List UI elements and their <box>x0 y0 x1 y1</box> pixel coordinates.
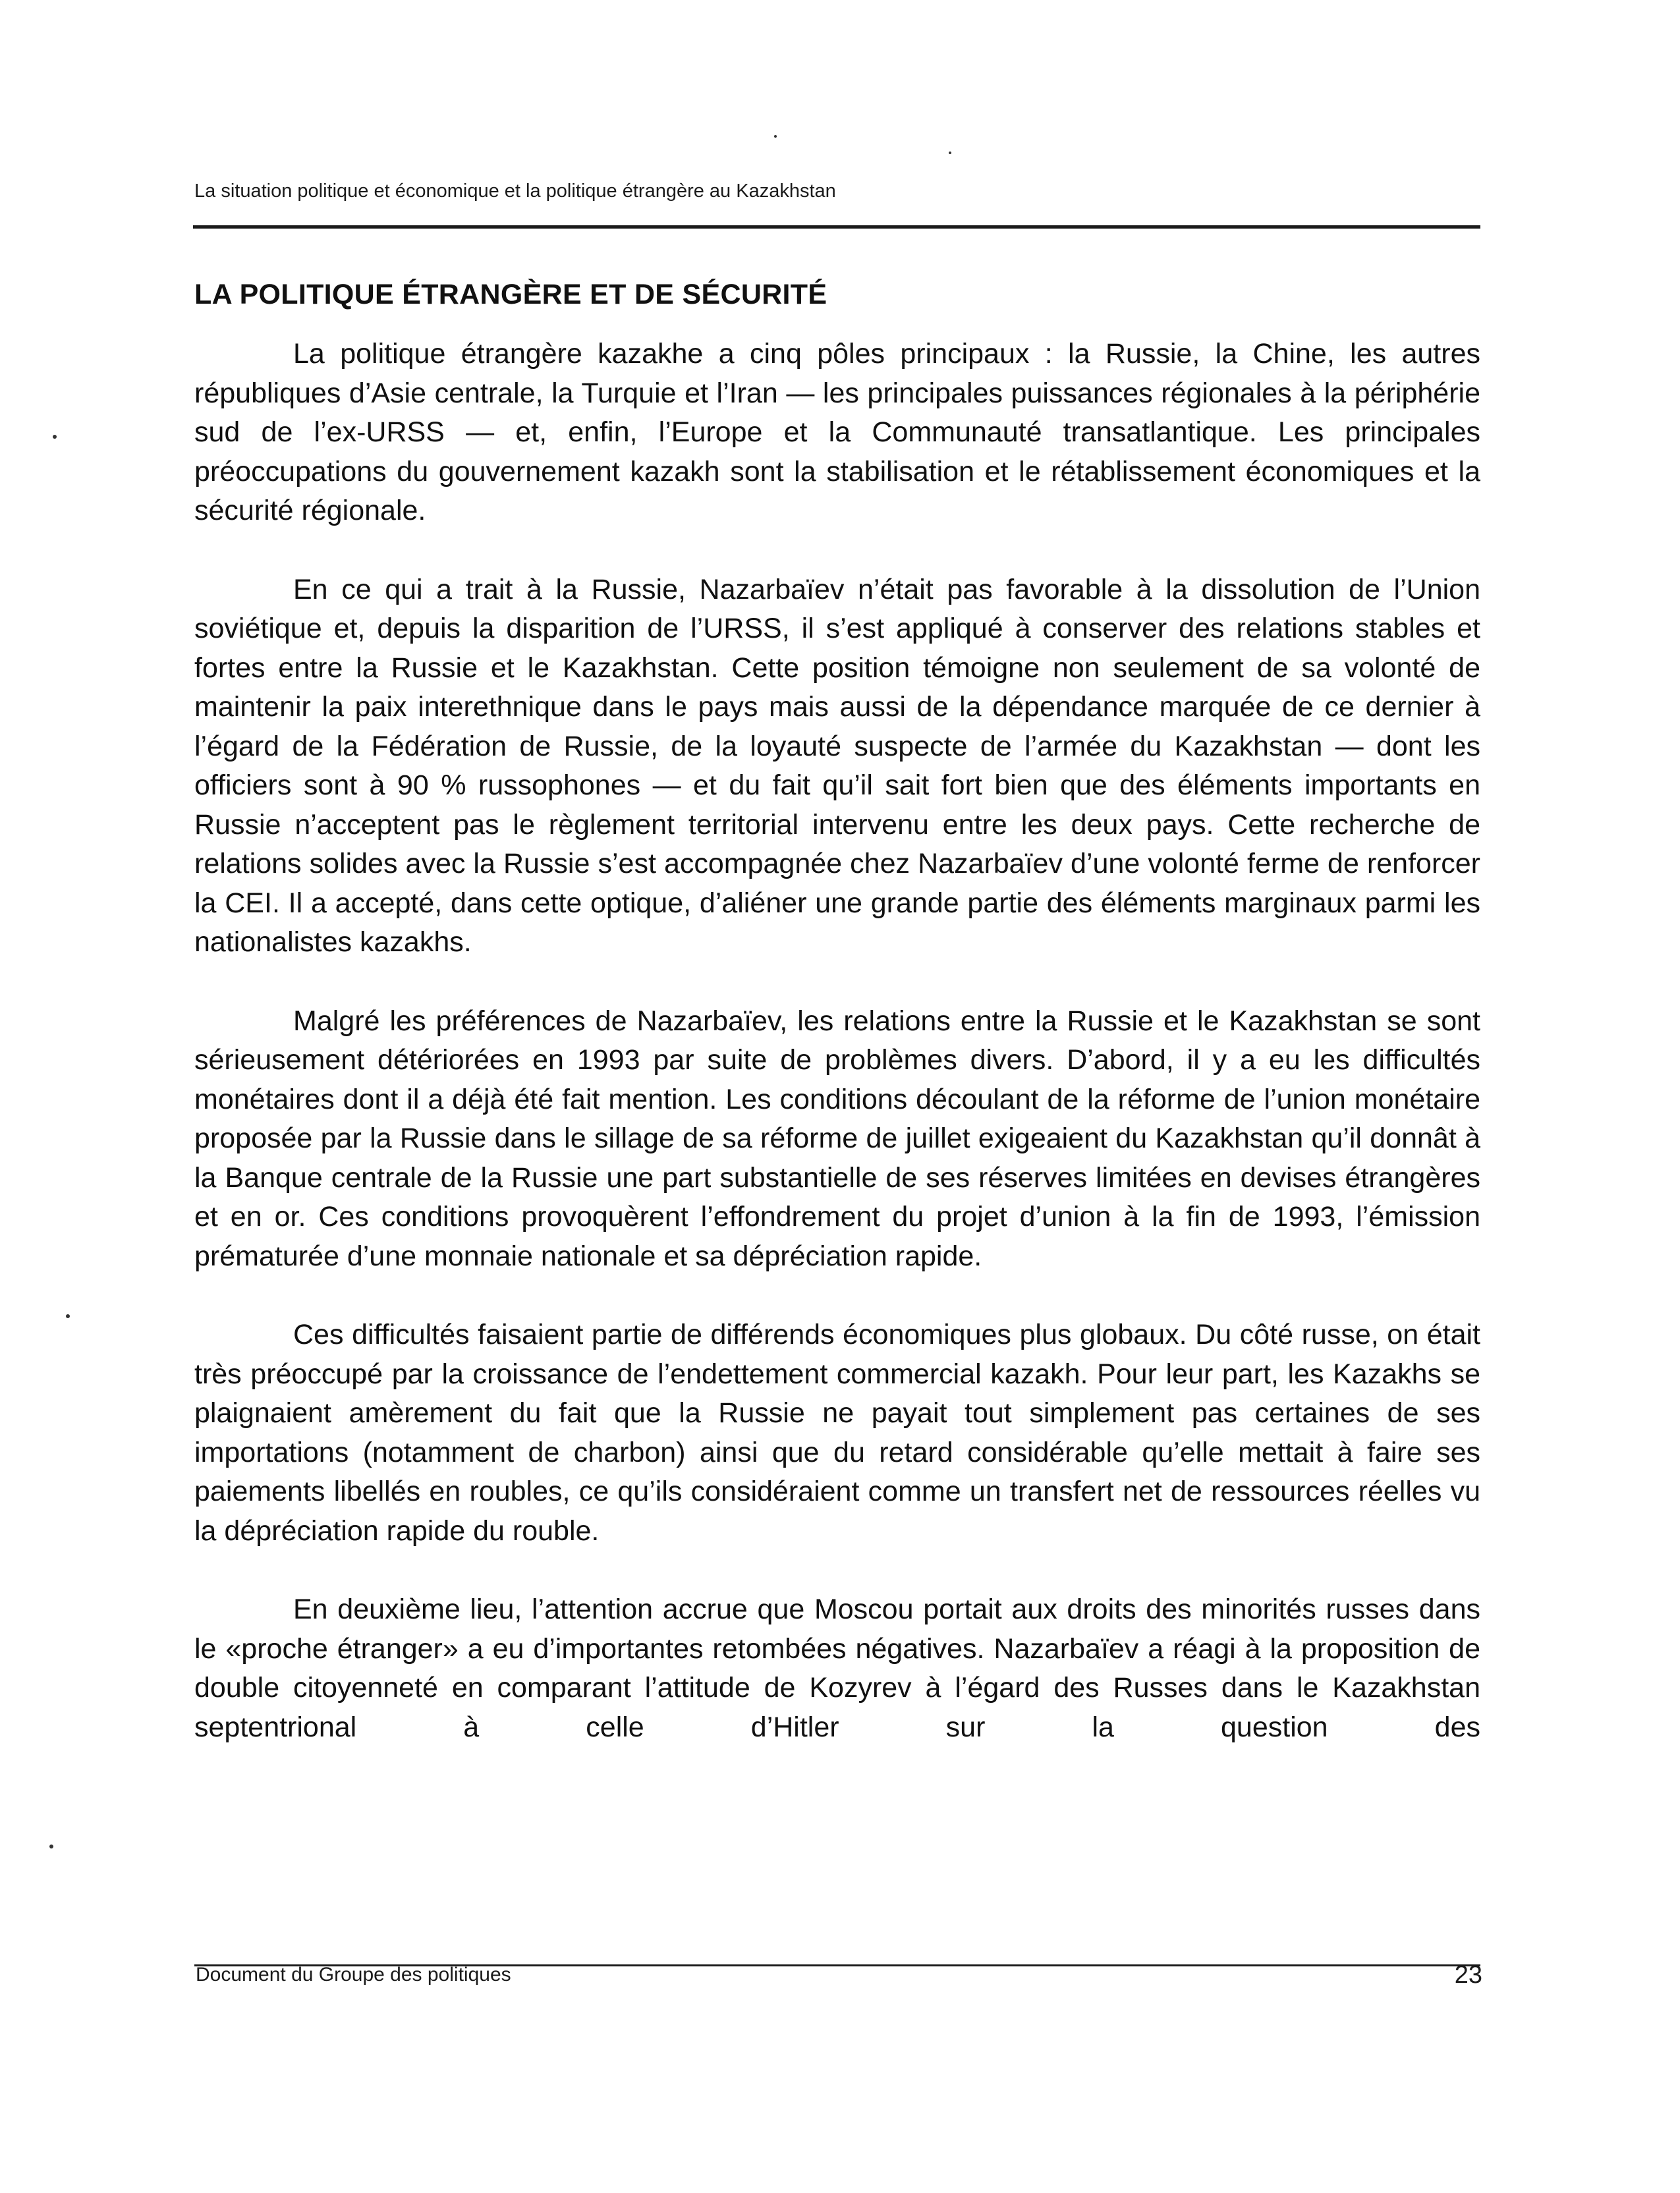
scan-speck <box>949 152 951 154</box>
scan-speck <box>49 1845 53 1848</box>
scan-speck <box>53 435 57 439</box>
paragraph-1: La politique étrangère kazakhe a cinq pôles principaux : la Russie, la Chine, les autres républiques d’Asie centrale, la Turquie et l’Iran — les principales puissances régionales à la périphérie sud de l’ex-URSS — et, enfin, l’Europe et la Communauté transatlantique. Les principales préoccupations du gouvernement kazakh sont la stabilisation et le rétablissement économiques et la sécurité régionale. <box>194 338 1480 526</box>
scan-speck <box>774 135 777 138</box>
paragraph-4: Ces difficultés faisaient partie de différends économiques plus globaux. Du côté russe, on était très préoccupé par la croissance de l’endettement commercial kazakh. Pour leur part, les Kazakhs se plaignaient amèrement du fait que la Russie ne payait tout simplement pas certaines de ses importations (notamment de charbon) ainsi que du retard considérable qu’elle mettait à faire ses paiements libellés en roubles, ce qu’ils considéraient comme un transfert net de ressources réelles vu la dépréciation rapide du rouble. <box>194 1319 1480 1547</box>
page-number: 23 <box>1454 1961 1482 1989</box>
scan-speck <box>66 1314 70 1318</box>
paragraph-3: Malgré les préférences de Nazarbaïev, les relations entre la Russie et le Kazakhstan se sont sérieusement détériorées en 1993 par suite de problèmes divers. D’abord, il y a eu les difficultés monétaires dont il a déjà été fait mention. Les conditions découlant de la réforme de l’union monétaire proposée par la Russie dans le sillage de sa réforme de juillet exigeaient du Kazakhstan qu’il donnât à la Banque centrale de la Russie une part substantielle de ses réserves limitées en devises étrangères et en or. Ces conditions provoquèrent l’effondrement du projet d’union à la fin de 1993, l’émission prématurée d’une monnaie nationale et sa dépréciation rapide. <box>194 1005 1480 1272</box>
body-text <box>194 335 1480 1787</box>
paragraph-5: En deuxième lieu, l’attention accrue que Moscou portait aux droits des minorités russes dans le «proche étranger» a eu d’importantes retombées négatives. Nazarbaïev a réagi à la proposition de double citoyenneté en comparant l’attitude de Kozyrev à l’égard des Russes dans le Kazakhstan septentrional à celle d’Hitler sur la question des <box>194 1594 1480 1743</box>
footer-document-label: Document du Groupe des politiques <box>196 1964 511 1985</box>
section-title: LA POLITIQUE ÉTRANGÈRE ET DE SÉCURITÉ <box>194 278 827 310</box>
paragraph-2: En ce qui a trait à la Russie, Nazarbaïev n’était pas favorable à la dissolution de l’Union soviétique et, depuis la disparition de l’URSS, il s’est appliqué à conserver des relations stables et fortes entre la Russie et le Kazakhstan. Cette position témoigne non seulement de sa volonté de maintenir la paix interethnique dans le pays mais aussi de la dépendance marquée de ce dernier à l’égard de la Fédération de Russie, de la loyauté suspecte de l’armée du Kazakhstan — dont les officiers sont à 90 % russophones — et du fait qu’il sait fort bien que des éléments importants en Russie n’acceptent pas le règlement territorial intervenu entre les deux pays. Cette recherche de relations solides avec la Russie s’est accompagnée chez Nazarbaïev d’une volonté ferme de renforcer la CEI. Il a accepté, dans cette optique, d’aliéner une grande partie des éléments marginaux parmi les nationalistes kazakhs. <box>194 573 1480 958</box>
running-header: La situation politique et économique et la politique étrangère au Kazakhstan <box>194 180 836 202</box>
header-rule <box>193 225 1480 229</box>
